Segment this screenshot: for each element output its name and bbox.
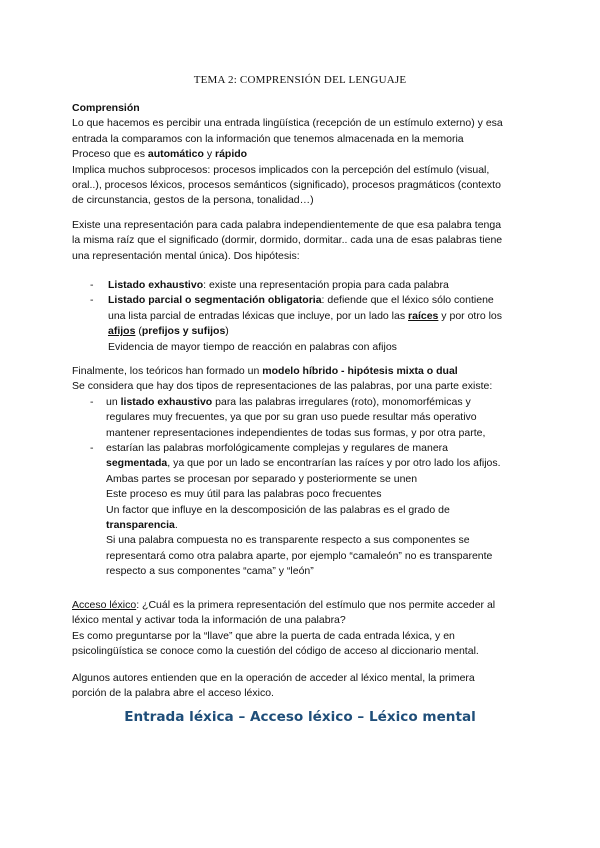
text-line: Implica muchos subprocesos: procesos implicados con la percepción del estímulo (visual,	[72, 163, 490, 176]
list-item: - Listado exhaustivo: existe una representación propia para cada palabra	[72, 278, 542, 293]
text-line: Finalmente, los teóricos han formado un modelo híbrido - hipótesis mixta o dual	[72, 365, 458, 377]
text-line: psicolingüística se conoce como la cuestión del código de acceso al diccionario mental.	[72, 645, 479, 658]
section-heading: Comprensión	[72, 102, 140, 114]
text-line: la misma raíz que el significado (dormir, dormido, dormitar.. cada una de esas palabras tiene	[72, 234, 503, 247]
text-line: segmentada, ya que por un lado se encontrarían las raíces y por otro lado los afijos.	[106, 457, 501, 470]
text-line: Si una palabra compuesta no es transparente respecto a sus componentes se	[106, 534, 470, 547]
text-line: mantener representaciones independientes de todas sus formas, y por otra parte,	[106, 426, 486, 439]
text-line: Es como preguntarse por la “llave” que abre la puerta de cada entrada léxica, y en	[72, 629, 455, 642]
dash-bullet: -	[90, 294, 94, 307]
text-line: Este proceso es muy útil para las palabras poco frecuentes	[106, 488, 382, 501]
text-line: Acceso léxico: ¿Cuál es la primera representación del estímulo que nos permite acceder al	[72, 599, 496, 611]
list-item: - Listado parcial o segmentación obligatoria: defiende que el léxico sólo contiene	[72, 293, 542, 308]
text-line: una lista parcial de entradas léxicas que incluye, por un lado las raíces y por otro los	[108, 309, 503, 322]
text-line: afijos (prefijos y sufijos)	[108, 325, 229, 338]
text-line: de circunstancia, gestos de la persona, tonalidad…)	[72, 194, 314, 207]
list-item: - estarían las palabras morfológicamente complejas y regulares de manera	[72, 441, 542, 456]
hypothesis-list	[72, 278, 542, 355]
text-line: regulares muy frecuentes, ya que por su gran uso puede resultar más operativo	[106, 411, 477, 424]
text-line: porción de la palabra abre el acceso léxico.	[72, 687, 274, 700]
text-line: una representación mental única). Dos hipótesis:	[72, 249, 300, 262]
text-line: transparencia.	[106, 519, 178, 532]
text-line: representará como otra palabra aparte, por ejemplo “camaleón” no es transparente	[106, 549, 493, 562]
text-line: respecto a sus componentes “cama” y “león”	[106, 565, 314, 578]
text-line: Evidencia de mayor tiempo de reacción en palabras con afijos	[108, 340, 397, 353]
text-line: Lo que hacemos es percibir una entrada lingüística (recepción de un estímulo externo) y esa	[72, 117, 503, 130]
section-acceso-lexico	[72, 598, 542, 660]
section-modelo-hibrido	[72, 364, 542, 580]
text-line: oral..), procesos léxicos, procesos semánticos (significado), procesos pragmáticos (contexto	[72, 179, 501, 192]
dash-bullet: -	[90, 395, 94, 408]
text-line: Algunos autores entienden que en la operación de acceder al léxico mental, la primera	[72, 672, 475, 684]
text-line: Existe una representación para cada palabra independientemente de que esa palabra tenga	[72, 219, 502, 231]
heading-text: Entrada léxica – Acceso léxico – Léxico mental	[124, 709, 476, 725]
section-autores	[72, 671, 542, 702]
text-line: Un factor que influye en la descomposición de las palabras es el grado de	[106, 503, 450, 516]
text-line: Ambas partes se procesan por separado y posteriormente se unen	[106, 472, 418, 485]
section-hipotesis	[72, 218, 542, 264]
text-line: Se considera que hay dos tipos de representaciones de las palabras, por una parte existe:	[72, 380, 493, 393]
blue-heading	[0, 709, 600, 725]
list-item: - un listado exhaustivo para las palabras irregulares (roto), monomorfémicas y	[72, 395, 542, 410]
text-line: Proceso que es automático y rápido	[72, 148, 248, 161]
text-line: entrada la comparamos con la información que tenemos almacenada en la memoria	[72, 132, 464, 145]
section-comprension	[72, 101, 542, 209]
text-line: léxico mental y activar toda la información de una palabra?	[72, 614, 346, 627]
document-title: TEMA 2: COMPRENSIÓN DEL LENGUAJE	[193, 74, 407, 86]
dash-bullet: -	[90, 279, 94, 291]
dash-bullet: -	[90, 442, 94, 455]
